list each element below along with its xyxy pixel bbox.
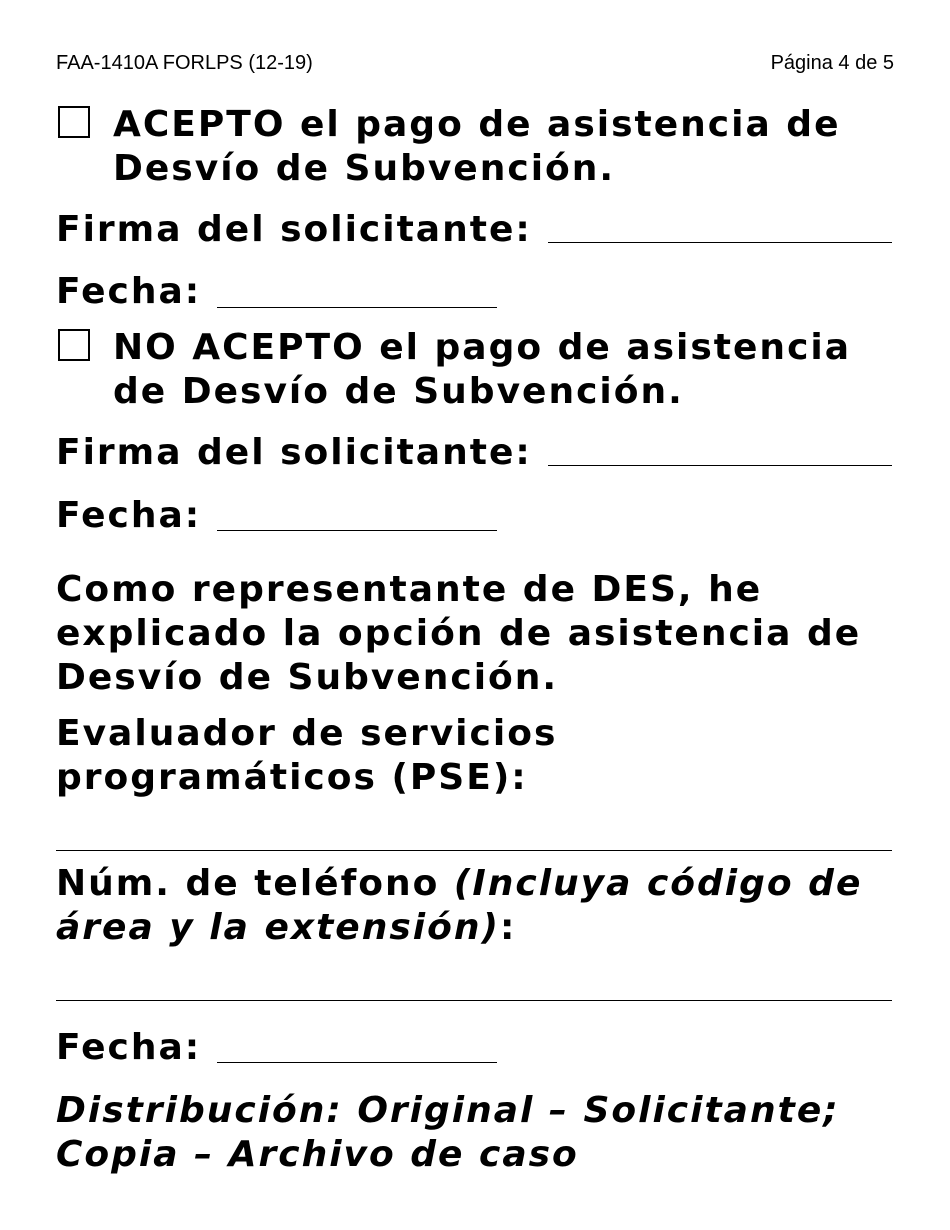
decline-label-line2: de Desvío de Subvención. <box>113 371 684 412</box>
phone-field[interactable] <box>56 1000 892 1001</box>
representative-date-label: Fecha: <box>56 1027 202 1068</box>
decline-date-field[interactable] <box>217 530 497 531</box>
decline-signature-field[interactable] <box>548 465 892 466</box>
accept-label-line1: ACEPTO el pago de asistencia de <box>113 104 841 145</box>
accept-checkbox[interactable] <box>58 106 90 138</box>
representative-statement-line3: Desvío de Subvención. <box>56 657 559 698</box>
accept-signature-field[interactable] <box>548 242 892 243</box>
decline-date-label: Fecha: <box>56 495 202 536</box>
page-number: Página 4 de 5 <box>770 52 894 74</box>
representative-date-field[interactable] <box>217 1062 497 1063</box>
decline-label-line1: NO ACEPTO el pago de asistencia <box>113 327 852 368</box>
representative-statement-line1: Como representante de DES, he <box>56 569 763 610</box>
phone-label-line2 <box>56 906 516 950</box>
decline-signature-label: Firma del solicitante: <box>56 432 532 473</box>
phone-hint-part2: área y la extensión) <box>56 907 500 948</box>
accept-signature-label: Firma del solicitante: <box>56 209 532 250</box>
phone-label-line1 <box>56 862 862 906</box>
accept-date-label: Fecha: <box>56 271 202 312</box>
distribution-line1: Distribución: Original – Solicitante; <box>56 1090 840 1131</box>
decline-checkbox[interactable] <box>58 329 90 361</box>
evaluator-field[interactable] <box>56 850 892 851</box>
form-id: FAA-1410A FORLPS (12-19) <box>56 52 313 74</box>
evaluator-label-line1: Evaluador de servicios <box>56 713 558 754</box>
distribution-line2: Copia – Archivo de caso <box>56 1134 579 1175</box>
phone-hint-part1: (Incluya código de <box>453 863 863 904</box>
phone-colon: : <box>499 907 517 948</box>
accept-date-field[interactable] <box>217 307 497 308</box>
evaluator-label-line2: programáticos (PSE): <box>56 757 528 798</box>
accept-label-line2: Desvío de Subvención. <box>113 148 616 189</box>
representative-statement-line2: explicado la opción de asistencia de <box>56 613 862 654</box>
phone-label: Núm. de teléfono <box>56 863 454 904</box>
